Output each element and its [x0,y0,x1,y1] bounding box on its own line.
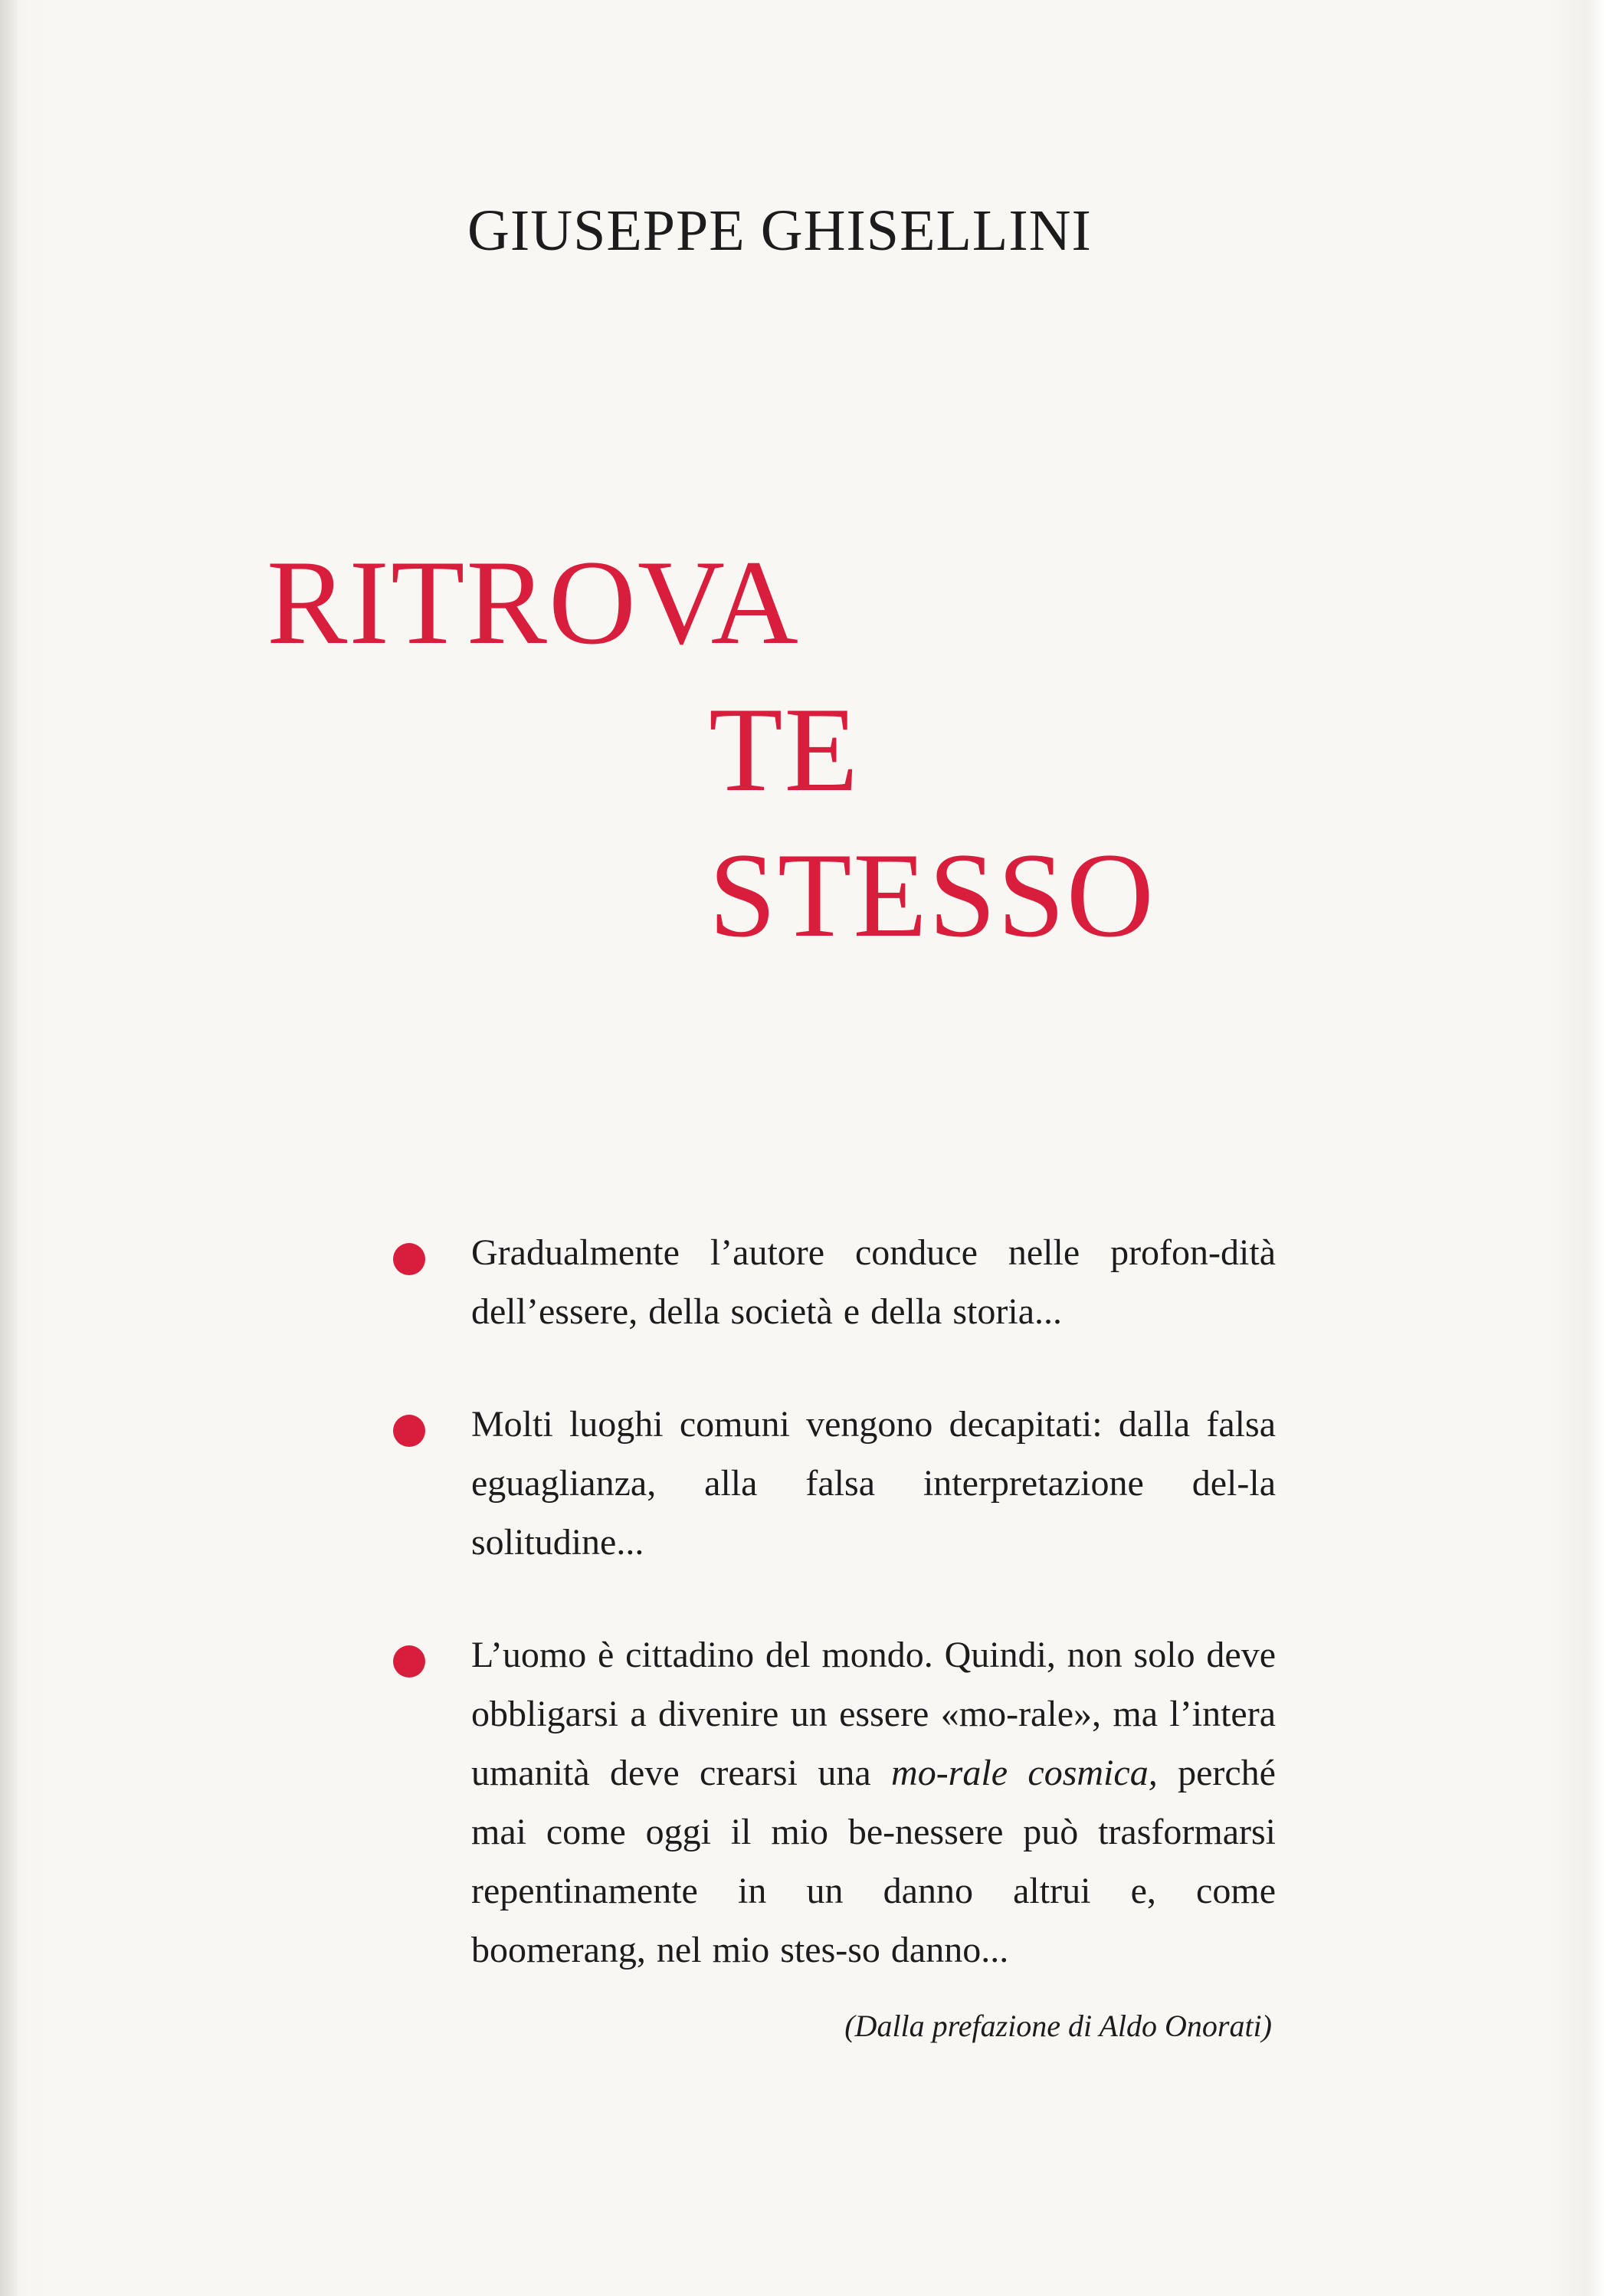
blurb-item [387,1395,1276,1572]
blurb-item [387,1223,1276,1341]
preface-credit: (Dalla prefazione di Aldo Onorati) [844,2009,1272,2043]
blurb-item-text [471,1625,1276,1979]
title-line-2: TE [709,683,860,817]
title-line-3: STESSO [709,828,1155,963]
red-bullet-icon [393,1645,425,1678]
back-blurb [387,1223,1276,2033]
red-bullet-icon [393,1243,425,1275]
blurb-text-italic: mo-rale cosmica, [891,1753,1158,1793]
blurb-text-before: L’uomo è cittadino del mondo. Quindi, non solo deve obbligarsi a divenire un essere «mo-rale», ma l’intera umanità deve crearsi una [471,1635,1276,1793]
blurb-item [387,1625,1276,1979]
cover-left-edge [0,0,17,2296]
title-line-1: RITROVA [267,536,800,670]
author-name: GIUSEPPE GHISELLINI [467,198,1092,263]
blurb-item-text: Molti luoghi comuni vengono decapitati: dalla falsa eguaglianza, alla falsa interpretazione del-la solitudine... [471,1404,1276,1563]
red-bullet-icon [393,1415,425,1447]
blurb-text-after: perché mai come oggi il mio be-nessere può trasformarsi repentinamente in un danno altrui e, come boomerang, nel mio stes-so danno... [471,1753,1276,1970]
blurb-item-text: Gradualmente l’autore conduce nelle profon-dità dell’essere, della società e della storia... [471,1232,1276,1332]
